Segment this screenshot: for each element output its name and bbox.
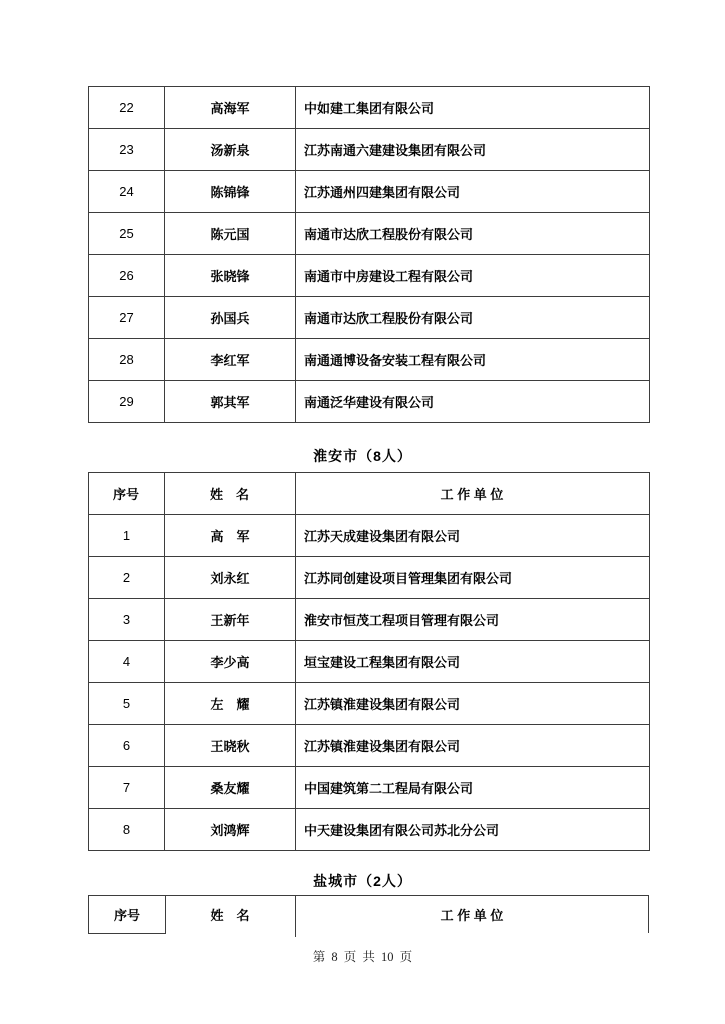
serial-cell: 23 <box>89 129 165 171</box>
name-cell: 李红军 <box>165 339 296 381</box>
table-row <box>89 297 650 339</box>
name-cell: 王晓秋 <box>165 725 296 767</box>
table-header-row <box>89 473 650 515</box>
serial-cell: 3 <box>89 599 165 641</box>
unit-cell: 南通市中房建设工程有限公司 <box>296 255 650 297</box>
col-header-name: 姓 名 <box>210 908 250 923</box>
name-cell: 刘永红 <box>165 557 296 599</box>
table-row <box>89 515 650 557</box>
unit-cell: 江苏通州四建集团有限公司 <box>296 171 650 213</box>
unit-cell: 淮安市恒茂工程项目管理有限公司 <box>296 599 650 641</box>
unit-cell: 中国建筑第二工程局有限公司 <box>296 767 650 809</box>
serial-cell: 6 <box>89 725 165 767</box>
serial-cell: 7 <box>89 767 165 809</box>
table-row <box>89 809 650 851</box>
table-row <box>89 725 650 767</box>
col-header-serial: 序号 <box>88 895 166 934</box>
name-cell: 刘鸿辉 <box>165 809 296 851</box>
serial-cell: 2 <box>89 557 165 599</box>
unit-cell: 南通市达欣工程股份有限公司 <box>296 297 650 339</box>
serial-cell: 26 <box>89 255 165 297</box>
roster-table-huaian <box>88 472 650 851</box>
unit-cell: 中如建工集团有限公司 <box>296 87 650 129</box>
col-header-name: 姓 名 <box>165 473 296 515</box>
table-row <box>89 129 650 171</box>
table-row <box>89 171 650 213</box>
unit-cell: 垣宝建设工程集团有限公司 <box>296 641 650 683</box>
name-cell: 汤新泉 <box>165 129 296 171</box>
unit-cell: 中天建设集团有限公司苏北分公司 <box>296 809 650 851</box>
unit-cell: 江苏同创建设项目管理集团有限公司 <box>296 557 650 599</box>
serial-cell: 29 <box>89 381 165 423</box>
table-row <box>89 767 650 809</box>
table-row <box>89 339 650 381</box>
unit-cell: 江苏镇淮建设集团有限公司 <box>296 725 650 767</box>
unit-cell: 江苏南通六建建设集团有限公司 <box>296 129 650 171</box>
table-row <box>89 641 650 683</box>
serial-cell: 22 <box>89 87 165 129</box>
table-right-border <box>648 895 649 933</box>
table-row <box>89 557 650 599</box>
col-header-unit: 工 作 单 位 <box>440 908 504 923</box>
table-row <box>89 87 650 129</box>
section-heading-yancheng: 盐城市（2人） <box>313 873 412 889</box>
unit-cell: 南通市达欣工程股份有限公司 <box>296 213 650 255</box>
table-row <box>89 683 650 725</box>
serial-cell: 28 <box>89 339 165 381</box>
serial-cell: 1 <box>89 515 165 557</box>
name-cell: 张晓锋 <box>165 255 296 297</box>
roster-table-yancheng-header <box>88 895 649 935</box>
unit-cell: 南通泛华建设有限公司 <box>296 381 650 423</box>
name-cell: 王新年 <box>165 599 296 641</box>
unit-cell: 江苏镇淮建设集团有限公司 <box>296 683 650 725</box>
serial-cell: 24 <box>89 171 165 213</box>
name-cell: 陈锦锋 <box>165 171 296 213</box>
roster-table-continuation <box>88 86 650 423</box>
table-row <box>89 255 650 297</box>
name-cell: 孙国兵 <box>165 297 296 339</box>
section-heading-huaian: 淮安市（8人） <box>313 448 412 464</box>
table-row <box>89 213 650 255</box>
name-cell: 郭其军 <box>165 381 296 423</box>
col-header-serial: 序号 <box>89 473 165 515</box>
serial-cell: 8 <box>89 809 165 851</box>
name-cell: 高 军 <box>165 515 296 557</box>
name-cell: 李少高 <box>165 641 296 683</box>
unit-cell: 南通通博设备安装工程有限公司 <box>296 339 650 381</box>
name-cell: 陈元国 <box>165 213 296 255</box>
name-cell: 左 耀 <box>165 683 296 725</box>
serial-cell: 27 <box>89 297 165 339</box>
page-number-footer: 第 8 页 共 10 页 <box>312 950 413 964</box>
table-row <box>89 599 650 641</box>
col-header-unit: 工 作 单 位 <box>296 473 650 515</box>
unit-cell: 江苏天成建设集团有限公司 <box>296 515 650 557</box>
name-cell: 高海军 <box>165 87 296 129</box>
table-row <box>89 381 650 423</box>
serial-cell: 5 <box>89 683 165 725</box>
serial-cell: 4 <box>89 641 165 683</box>
name-cell: 桑友耀 <box>165 767 296 809</box>
serial-cell: 25 <box>89 213 165 255</box>
